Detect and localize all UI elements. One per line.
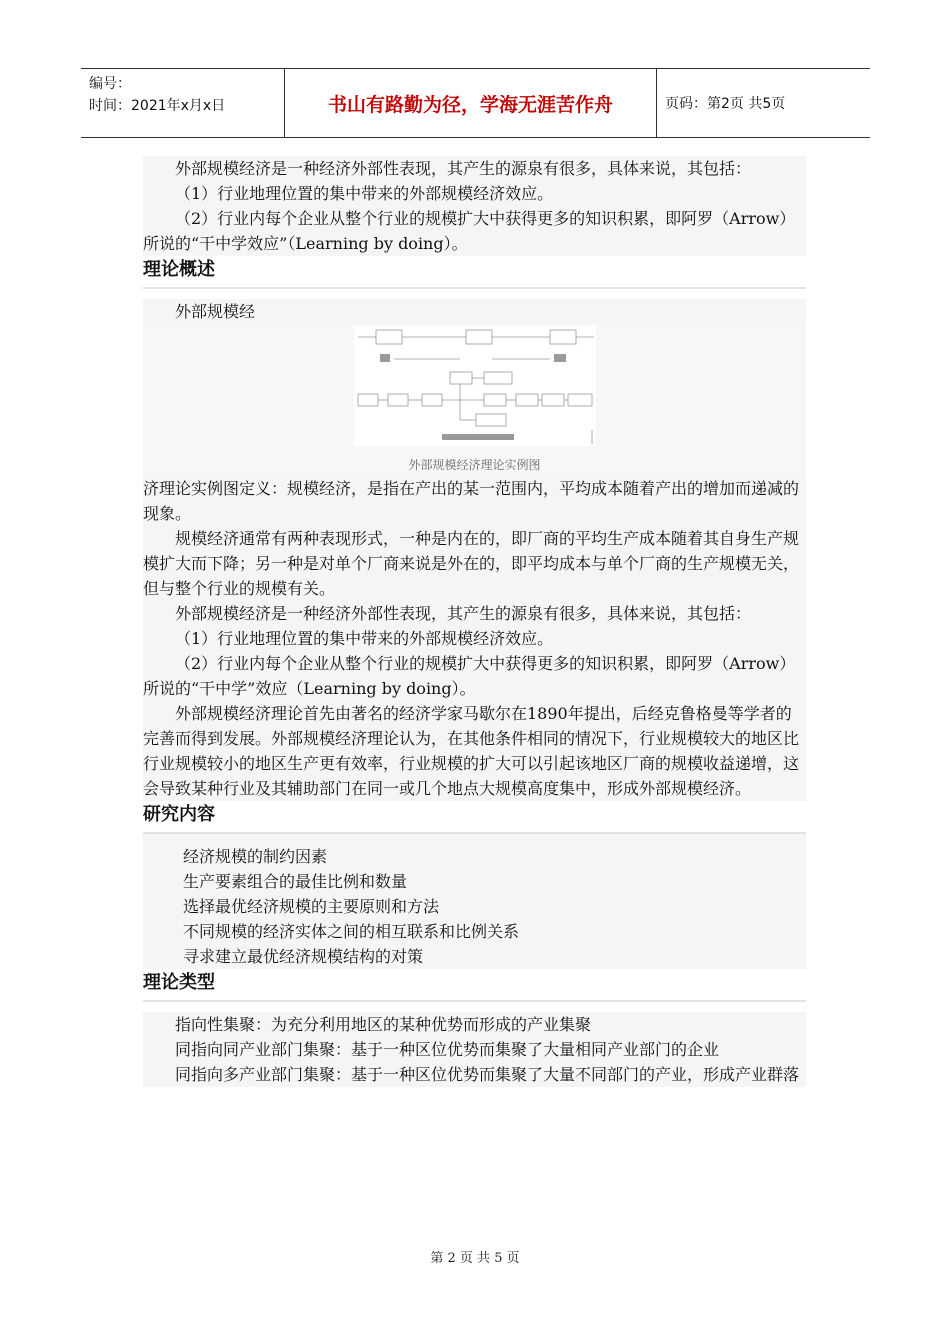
- header-motto: 书山有路勤为径，学海无涯苦作舟: [284, 69, 657, 137]
- theory-section: [143, 299, 806, 801]
- figure-block: [143, 324, 806, 476]
- figure-caption: 外部规模经济理论实例图: [408, 458, 541, 472]
- header-meta: [81, 69, 284, 137]
- theory-paragraph: 外部规模经济理论首先由著名的经济学家马歇尔在1890年提出，后经克鲁格曼等学者的完善而得到发展。外部规模经济理论认为，在其他条件相同的情况下，行业规模较大的地区比行业规模较小的地区生产更有效率，行业规模的扩大可以引起该地区厂商的规模收益递增，这会导致某种行业及其辅助部门在同一或几个地点大规模高度集中，形成外部规模经济。: [143, 704, 800, 798]
- intro-paragraph: 外部规模经济是一种经济外部性表现，其产生的源泉有很多，具体来说，其包括：: [175, 159, 752, 178]
- types-section: [143, 1012, 806, 1087]
- theory-paragraph: 外部规模经济是一种经济外部性表现，其产生的源泉有很多，具体来说，其包括：: [175, 604, 752, 623]
- number-label: 编号：: [89, 76, 131, 92]
- types-paragraph: 同指向多产业部门集聚：基于一种区位优势而集聚了大量不同部门的产业，形成产业群落: [175, 1065, 800, 1084]
- types-paragraph: 指向性集聚：为充分利用地区的某种优势而形成的产业集聚: [175, 1015, 592, 1034]
- document-body: [143, 156, 806, 1087]
- page-footer: 第 2 页 共 5 页: [430, 1251, 520, 1266]
- list-item: 不同规模的经济实体之间的相互联系和比例关系: [183, 922, 520, 941]
- intro-section: [143, 156, 806, 256]
- intro-paragraph: （2）行业内每个企业从整个行业的规模扩大中获得更多的知识积累，即阿罗（Arrow）所说的“干中学效应”（Learning by doing）。: [143, 209, 796, 253]
- figure-diagram: [354, 326, 596, 446]
- theory-paragraph: （1）行业地理位置的集中带来的外部规模经济效应。: [175, 629, 554, 648]
- research-list: [143, 834, 806, 969]
- section-heading-research: 研究内容: [143, 801, 806, 834]
- theory-paragraph: 规模经济通常有两种表现形式，一种是内在的，即厂商的平均生产成本随着其自身生产规模扩大而下降；另一种是对单个厂商来说是外在的，即平均成本与单个厂商的生产规模无关，但与整个行业的规模有关。: [143, 529, 800, 598]
- header-page-info: 页码：第2页 共5页: [665, 96, 786, 112]
- list-item: 寻求建立最优经济规模结构的对策: [183, 947, 424, 966]
- types-paragraph: 同指向同产业部门集聚：基于一种区位优势而集聚了大量相同产业部门的企业: [175, 1040, 720, 1059]
- list-item: 选择最优经济规模的主要原则和方法: [183, 897, 440, 916]
- theory-paragraph: 济理论实例图定义：规模经济，是指在产出的某一范围内，平均成本随着产出的增加而递减的现象。: [143, 479, 800, 523]
- section-heading-types: 理论类型: [143, 969, 806, 1002]
- intro-paragraph: （1）行业地理位置的集中带来的外部规模经济效应。: [175, 184, 554, 203]
- theory-lead: 外部规模经: [175, 302, 256, 321]
- theory-paragraph: （2）行业内每个企业从整个行业的规模扩大中获得更多的知识积累，即阿罗（Arrow）所说的“干中学”效应（Learning by doing）。: [143, 654, 796, 698]
- list-item: 生产要素组合的最佳比例和数量: [183, 872, 408, 891]
- date-label: 时间：2021年x月x日: [89, 98, 226, 114]
- section-heading-theory: 理论概述: [143, 256, 806, 289]
- list-item: 经济规模的制约因素: [183, 847, 328, 866]
- document-header: [81, 68, 870, 138]
